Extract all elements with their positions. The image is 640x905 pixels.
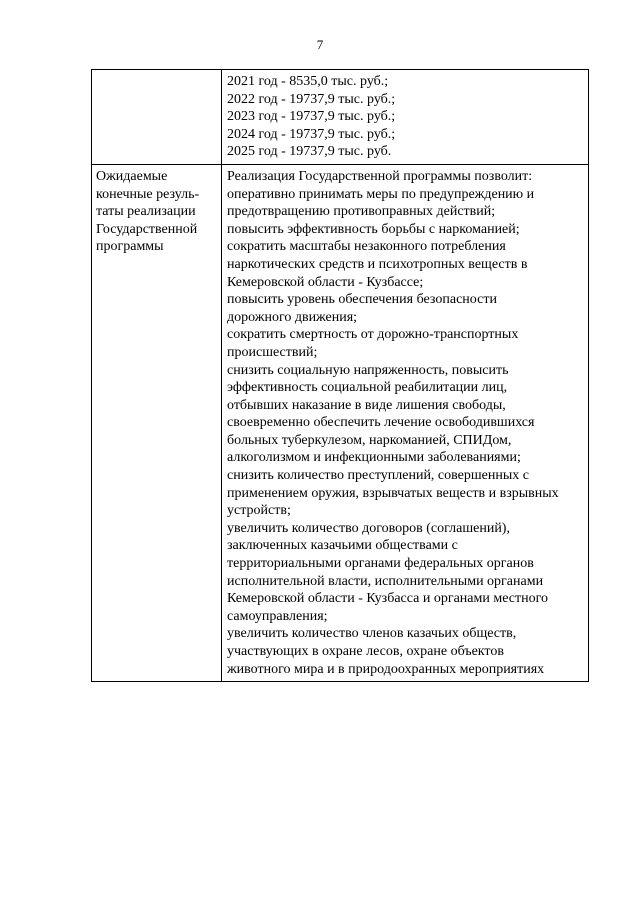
- result-line: Кемеровской области - Кузбассе;: [227, 274, 424, 290]
- result-line: повысить уровень обеспечения безопасности: [227, 292, 497, 308]
- result-line: отбывших наказание в виде лишения свободы,: [227, 397, 506, 413]
- result-line: дорожного движения;: [227, 309, 358, 325]
- result-line: больных туберкулезом, наркоманией, СПИДом,: [227, 432, 512, 448]
- table-row-funding: [92, 70, 589, 165]
- result-line: животного мира и в природоохранных мероприятиях: [227, 661, 545, 677]
- table-row-expected-results: [92, 164, 589, 681]
- label-line: таты реализации: [96, 204, 196, 220]
- table-cell-label-empty: [92, 70, 222, 165]
- result-line: предотвращению противоправных действий;: [227, 204, 496, 220]
- result-line: снизить количество преступлений, совершенных с: [227, 468, 529, 484]
- result-line: устройств;: [227, 503, 291, 519]
- result-line: эффективность социальной реабилитации лиц,: [227, 380, 508, 396]
- result-line: применением оружия, взрывчатых веществ и взрывных: [227, 485, 559, 501]
- result-line: своевременно обеспечить лечение освободившихся: [227, 415, 535, 431]
- result-line: исполнительной власти, исполнительными органами: [227, 573, 544, 589]
- table-cell-label-expected-results: [92, 164, 222, 681]
- result-line: сократить смертность от дорожно-транспортных: [227, 327, 519, 343]
- result-line: оперативно принимать меры по предупреждению и: [227, 186, 535, 202]
- program-passport-table: [91, 69, 589, 682]
- result-line: увеличить количество договоров (соглашений),: [227, 520, 510, 536]
- result-line: заключенных казачьими обществами с: [227, 538, 458, 554]
- label-line: Государственной: [96, 221, 198, 237]
- result-line: происшествий;: [227, 344, 318, 360]
- page-number: 7: [316, 37, 324, 52]
- result-line: повысить эффективность борьбы с наркоманией;: [227, 221, 520, 237]
- result-line: Реализация Государственной программы позволит:: [227, 168, 533, 184]
- label-line: Ожидаемые: [96, 168, 168, 184]
- result-line: снизить социальную напряженность, повысить: [227, 362, 509, 378]
- result-line: самоуправления;: [227, 608, 328, 624]
- label-line: конечные резуль-: [96, 186, 200, 202]
- result-line: участвующих в охране лесов, охране объектов: [227, 644, 504, 659]
- funding-line: 2024 год - 19737,9 тыс. руб.;: [227, 126, 396, 142]
- result-line: Кемеровской области - Кузбасса и органами местного: [227, 591, 548, 607]
- funding-line: 2025 год - 19737,9 тыс. руб.: [227, 144, 392, 160]
- table-cell-expected-results-text: [222, 164, 589, 681]
- result-line: наркотических средств и психотропных веществ в: [227, 256, 528, 272]
- result-line: территориальными органами федеральных органов: [227, 556, 534, 572]
- result-line: сократить масштабы незаконного потребления: [227, 239, 506, 255]
- label-line: программы: [96, 239, 164, 255]
- funding-line: 2022 год - 19737,9 тыс. руб.;: [227, 91, 396, 107]
- table-cell-funding-by-year: [222, 70, 589, 165]
- result-line: увеличить количество членов казачьих обществ,: [227, 626, 517, 642]
- result-line: алкоголизмом и инфекционными заболеваниями;: [227, 450, 521, 466]
- funding-line: 2021 год - 8535,0 тыс. руб.;: [227, 74, 389, 89]
- funding-line: 2023 год - 19737,9 тыс. руб.;: [227, 109, 396, 125]
